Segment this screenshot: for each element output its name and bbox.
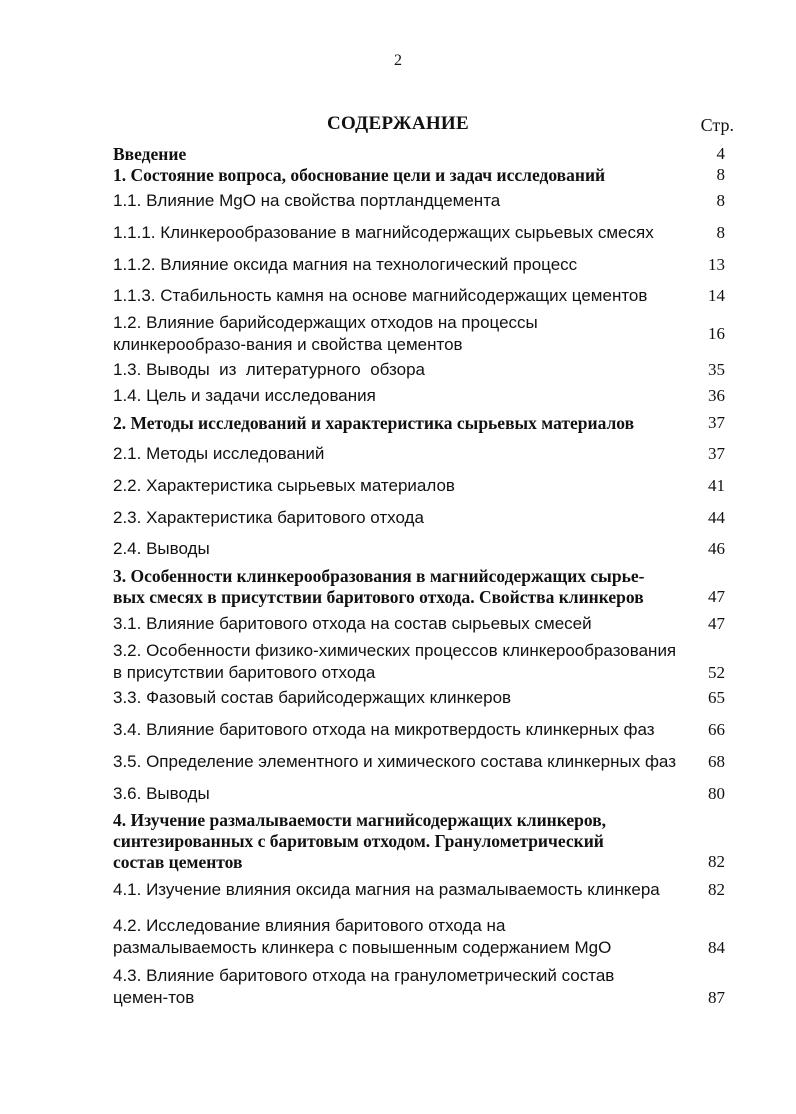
- toc-entry: [113, 810, 725, 873]
- toc-entry-page: 4: [716, 144, 725, 163]
- toc-entry: [113, 475, 725, 497]
- toc-entry: [113, 507, 725, 529]
- toc-entry-text: 2.2. Характеристика сырьевых материалов: [113, 476, 455, 495]
- toc-entry: [113, 285, 725, 307]
- toc-entry-text: 1.2. Влияние барийсодержащих отходов на процессы клинкерообразо-вания и свойства цементов: [113, 313, 538, 354]
- toc-entry: [113, 751, 725, 773]
- toc-entry-page: 87: [708, 988, 725, 1007]
- toc-entry-page: 41: [708, 476, 725, 495]
- toc-entry-page: 80: [708, 784, 725, 803]
- toc-entry-text: 3.5. Определение элементного и химического состава клинкерных фаз: [113, 752, 676, 771]
- toc-entry-page: 47: [708, 614, 725, 633]
- toc-entry: [113, 385, 725, 407]
- toc-entry: [113, 222, 725, 244]
- toc-entry-page: 35: [708, 360, 725, 379]
- toc-entry-page: 16: [708, 324, 725, 343]
- toc-entry-page: 37: [708, 413, 725, 432]
- page-title: СОДЕРЖАНИЕ: [327, 113, 469, 134]
- toc-entry: [113, 312, 725, 356]
- toc-entry-text: 3.2. Особенности физико-химических процессов клинкерообразования в присутствии баритового отхода: [113, 641, 677, 682]
- toc-entry-page: 47: [708, 587, 725, 606]
- toc-entry-text: 3.1. Влияние баритового отхода на состав сырьевых смесей: [113, 614, 592, 633]
- toc-entry-text: 2.3. Характеристика баритового отхода: [113, 508, 424, 527]
- toc-entry: [113, 719, 725, 741]
- toc-entry-page: 82: [708, 852, 725, 871]
- toc-entry-text: 2.4. Выводы: [113, 539, 210, 558]
- toc-entry: [113, 783, 725, 805]
- toc-entry-text: 4. Изучение размалываемости магнийсодержащих клинкеров, синтезированных с баритовым отходом. Гранулометрический состав цементов: [113, 810, 607, 872]
- toc-entry: [113, 915, 725, 959]
- toc-entry: [113, 190, 725, 212]
- toc-entry-text: 3.6. Выводы: [113, 784, 210, 803]
- toc-entry: [113, 143, 725, 165]
- toc-entry-text: 1.1. Влияние MgO на свойства портландцемента: [113, 191, 501, 210]
- toc-entry: [113, 443, 725, 465]
- toc-entry-page: 36: [708, 386, 725, 405]
- toc-entry: [113, 687, 725, 709]
- toc-entry: [113, 965, 725, 1009]
- page-column-label: Стр.: [700, 115, 734, 135]
- toc-entry-text: 1.4. Цель и задачи исследования: [113, 386, 376, 405]
- toc-entry-page: 84: [708, 938, 725, 957]
- toc-entry-page: 66: [708, 720, 725, 739]
- toc-entry-text: 1.1.3. Стабильность камня на основе магнийсодержащих цементов: [113, 286, 648, 305]
- toc-entry-text: 1.3. Выводы из литературного обзора: [113, 360, 425, 379]
- toc-entry-page: 82: [708, 880, 725, 899]
- toc-entry-text: 2. Методы исследований и характеристика сырьевых материалов: [113, 413, 635, 433]
- toc-entry: [113, 254, 725, 276]
- toc-entry-text: 1. Состояние вопроса, обоснование цели и задач исследований: [113, 165, 606, 185]
- toc-entry-page: 68: [708, 752, 725, 771]
- toc-entry-text: 3.4. Влияние баритового отхода на микротвердость клинкерных фаз: [113, 720, 655, 739]
- toc-entry-page: 8: [716, 223, 725, 242]
- toc-entry-page: 46: [708, 539, 725, 558]
- toc-entry-page: 8: [716, 191, 725, 210]
- toc-entry-text: 3.3. Фазовый состав барийсодержащих клинкеров: [113, 688, 512, 707]
- toc-entry: [113, 412, 725, 434]
- toc-entry-page: 52: [708, 663, 725, 682]
- toc-entry-page: 14: [708, 286, 725, 305]
- toc-entry-text: 4.1. Изучение влияния оксида магния на размалываемость клинкера: [113, 880, 660, 899]
- toc-entry-page: 8: [716, 165, 725, 184]
- toc-entry-page: 44: [708, 508, 725, 527]
- toc-entry: [113, 613, 725, 635]
- toc-entry: [113, 538, 725, 560]
- toc-entry: [113, 359, 725, 381]
- toc-entry-page: 37: [708, 444, 725, 463]
- toc-entry: [113, 640, 725, 684]
- page-number: 2: [394, 52, 402, 69]
- toc-entry-text: 1.1.1. Клинкерообразование в магнийсодержащих сырьевых смесях: [113, 223, 654, 242]
- toc-entry-text: 2.1. Методы исследований: [113, 444, 325, 463]
- toc-entry-page: 65: [708, 688, 725, 707]
- toc-entry-text: 1.1.2. Влияние оксида магния на технологический процесс: [113, 255, 578, 274]
- toc-entry-text: 4.3. Влияние баритового отхода на гранулометрический состав цемен-тов: [113, 966, 615, 1007]
- toc-entry-page: 13: [708, 255, 725, 274]
- toc-entry: [113, 879, 725, 901]
- toc-entry-text: 3. Особенности клинкерообразования в магнийсодержащих сырье-вых смесях в присутствии баритового отхода. Свойства клинкеров: [113, 566, 645, 607]
- toc-entry: [113, 164, 725, 186]
- toc-entry-text: 4.2. Исследование влияния баритового отхода на размалываемость клинкера с повышенным содержанием MgO: [113, 916, 612, 957]
- toc-entry-text: Введение: [113, 144, 187, 164]
- toc-entry: [113, 566, 725, 608]
